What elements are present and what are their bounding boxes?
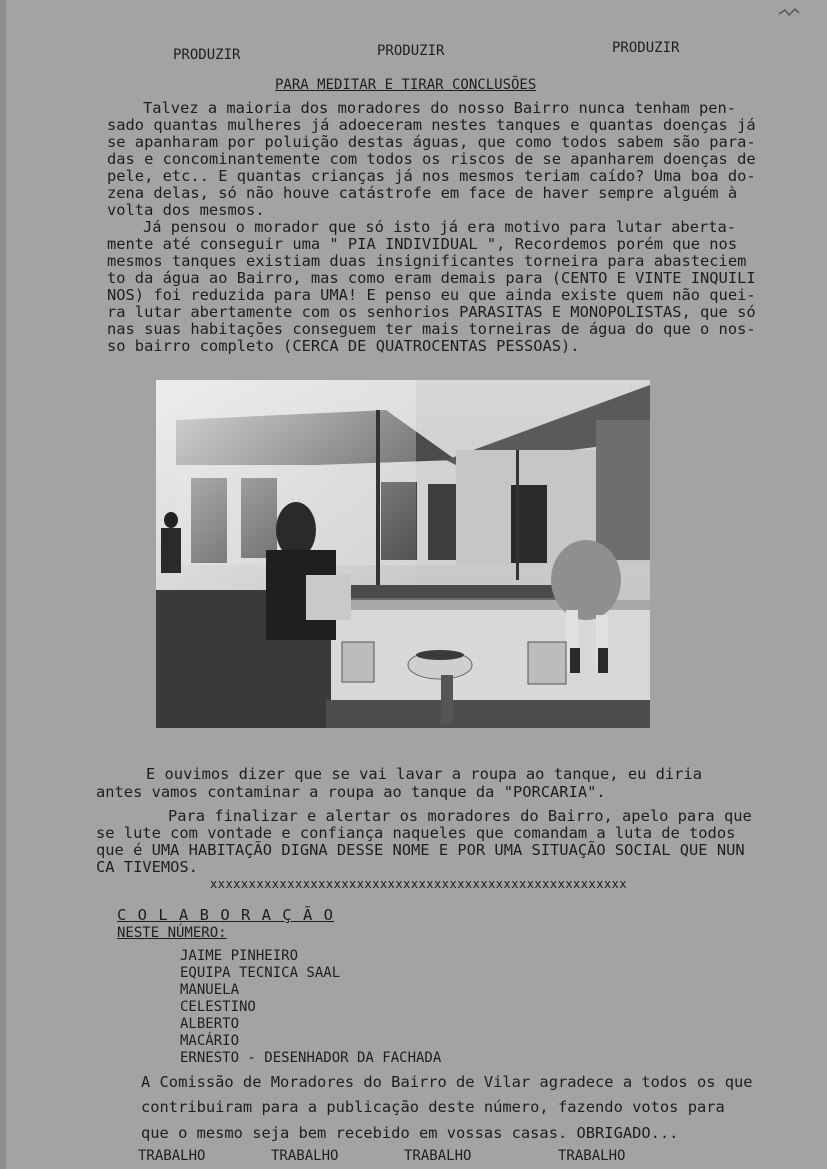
body-line: volta dos mesmos. [107, 201, 265, 219]
article-title: PARA MEDITAR E TIRAR CONCLUSÕES [275, 77, 537, 93]
body-line: mente até conseguir uma " PIA INDIVIDUAL ", Recordemos porém que nos [107, 235, 738, 253]
closing-line: Para finalizar e alertar os moradores do Bairro, apelo para que [168, 807, 752, 825]
body-line: NOS) foi reduzida para UMA! E penso eu que ainda existe quem não quei- [107, 286, 756, 304]
separator-line: xxxxxxxxxxxxxxxxxxxxxxxxxxxxxxxxxxxxxxxxxxxxxxxxxxxxxx [210, 877, 628, 891]
corner-scan-mark [777, 6, 801, 20]
closing-line: que é UMA HABITAÇÃO DIGNA DESSE NOME E POR UMA SITUAÇÃO SOCIAL QUE NUN [96, 841, 745, 859]
footer-item: TRABALHO [404, 1148, 472, 1164]
header-item: PRODUZIR [173, 47, 241, 63]
body-line: mesmos tanques existiam duas insignificantes torneira para abasteciem [107, 252, 747, 270]
collaborator-name: ERNESTO - DESENHADOR DA FACHADA [180, 1050, 442, 1066]
body-line: Já pensou o morador que só isto já era motivo para lutar aberta- [143, 218, 737, 236]
collaborator-name: MANUELA [180, 982, 240, 998]
body-line: pele, etc.. E quantas crianças já nos mesmos teriam caído? Uma boa do- [107, 167, 756, 185]
footer-item: TRABALHO [271, 1148, 339, 1164]
thanks-line: contribuiram para a publicação deste número, fazendo votos para [141, 1098, 725, 1116]
thanks-line: que o mesmo seja bem recebido em vossas casas. OBRIGADO... [141, 1124, 679, 1142]
closing-line: se lute com vontade e confiança naqueles que comandam a luta de todos [96, 824, 736, 842]
collaborator-name: MACÁRIO [180, 1033, 240, 1049]
body-line: sado quantas mulheres já adoeceram nestes tanques e quantas doenças já [107, 116, 756, 134]
body-line: das e concominantemente com todos os riscos de se apanharem doenças de [107, 150, 756, 168]
closing-line: CA TIVEMOS. [96, 858, 198, 876]
body-line: zena delas, só não houve catástrofe em face de haver sempre alguém à [107, 184, 738, 202]
collaboration-title: C O L A B O R A Ç Ã O [117, 906, 334, 924]
thanks-line: A Comissão de Moradores do Bairro de Vilar agradece a todos os que [141, 1073, 753, 1091]
body-line: so bairro completo (CERCA DE QUATROCENTAS PESSOAS). [107, 337, 580, 355]
footer-item: TRABALHO [138, 1148, 206, 1164]
footer-item: TRABALHO [558, 1148, 626, 1164]
scan-edge [0, 0, 6, 1169]
body-line: to da água ao Bairro, mas como eram demais para (CENTO E VINTE INQUILI [107, 269, 756, 287]
washing-tanks-photo [156, 380, 650, 728]
collaborator-name: JAIME PINHEIRO [180, 948, 299, 964]
header-item: PRODUZIR [377, 43, 445, 59]
body-line: se apanharam por poluição destas águas, que como todos sabem são para- [107, 133, 756, 151]
collaborator-name: ALBERTO [180, 1016, 240, 1032]
body-line: nas suas habitações conseguem ter mais torneiras de água do que o nos- [107, 320, 756, 338]
body-line: ra lutar abertamente com os senhorios PARASITAS E MONOPOLISTAS, que só [107, 303, 756, 321]
header-item: PRODUZIR [612, 40, 680, 56]
closing-line: E ouvimos dizer que se vai lavar a roupa ao tanque, eu diria [146, 765, 702, 783]
collaborator-name: EQUIPA TECNICA SAAL [180, 965, 341, 981]
collaborator-name: CELESTINO [180, 999, 256, 1015]
closing-line: antes vamos contaminar a roupa ao tanque da "PORCARIA". [96, 783, 606, 801]
collaboration-subtitle: NESTE NÚMERO: [117, 925, 227, 941]
body-line: Talvez a maioria dos moradores do nosso Bairro nunca tenham pen- [143, 99, 737, 117]
